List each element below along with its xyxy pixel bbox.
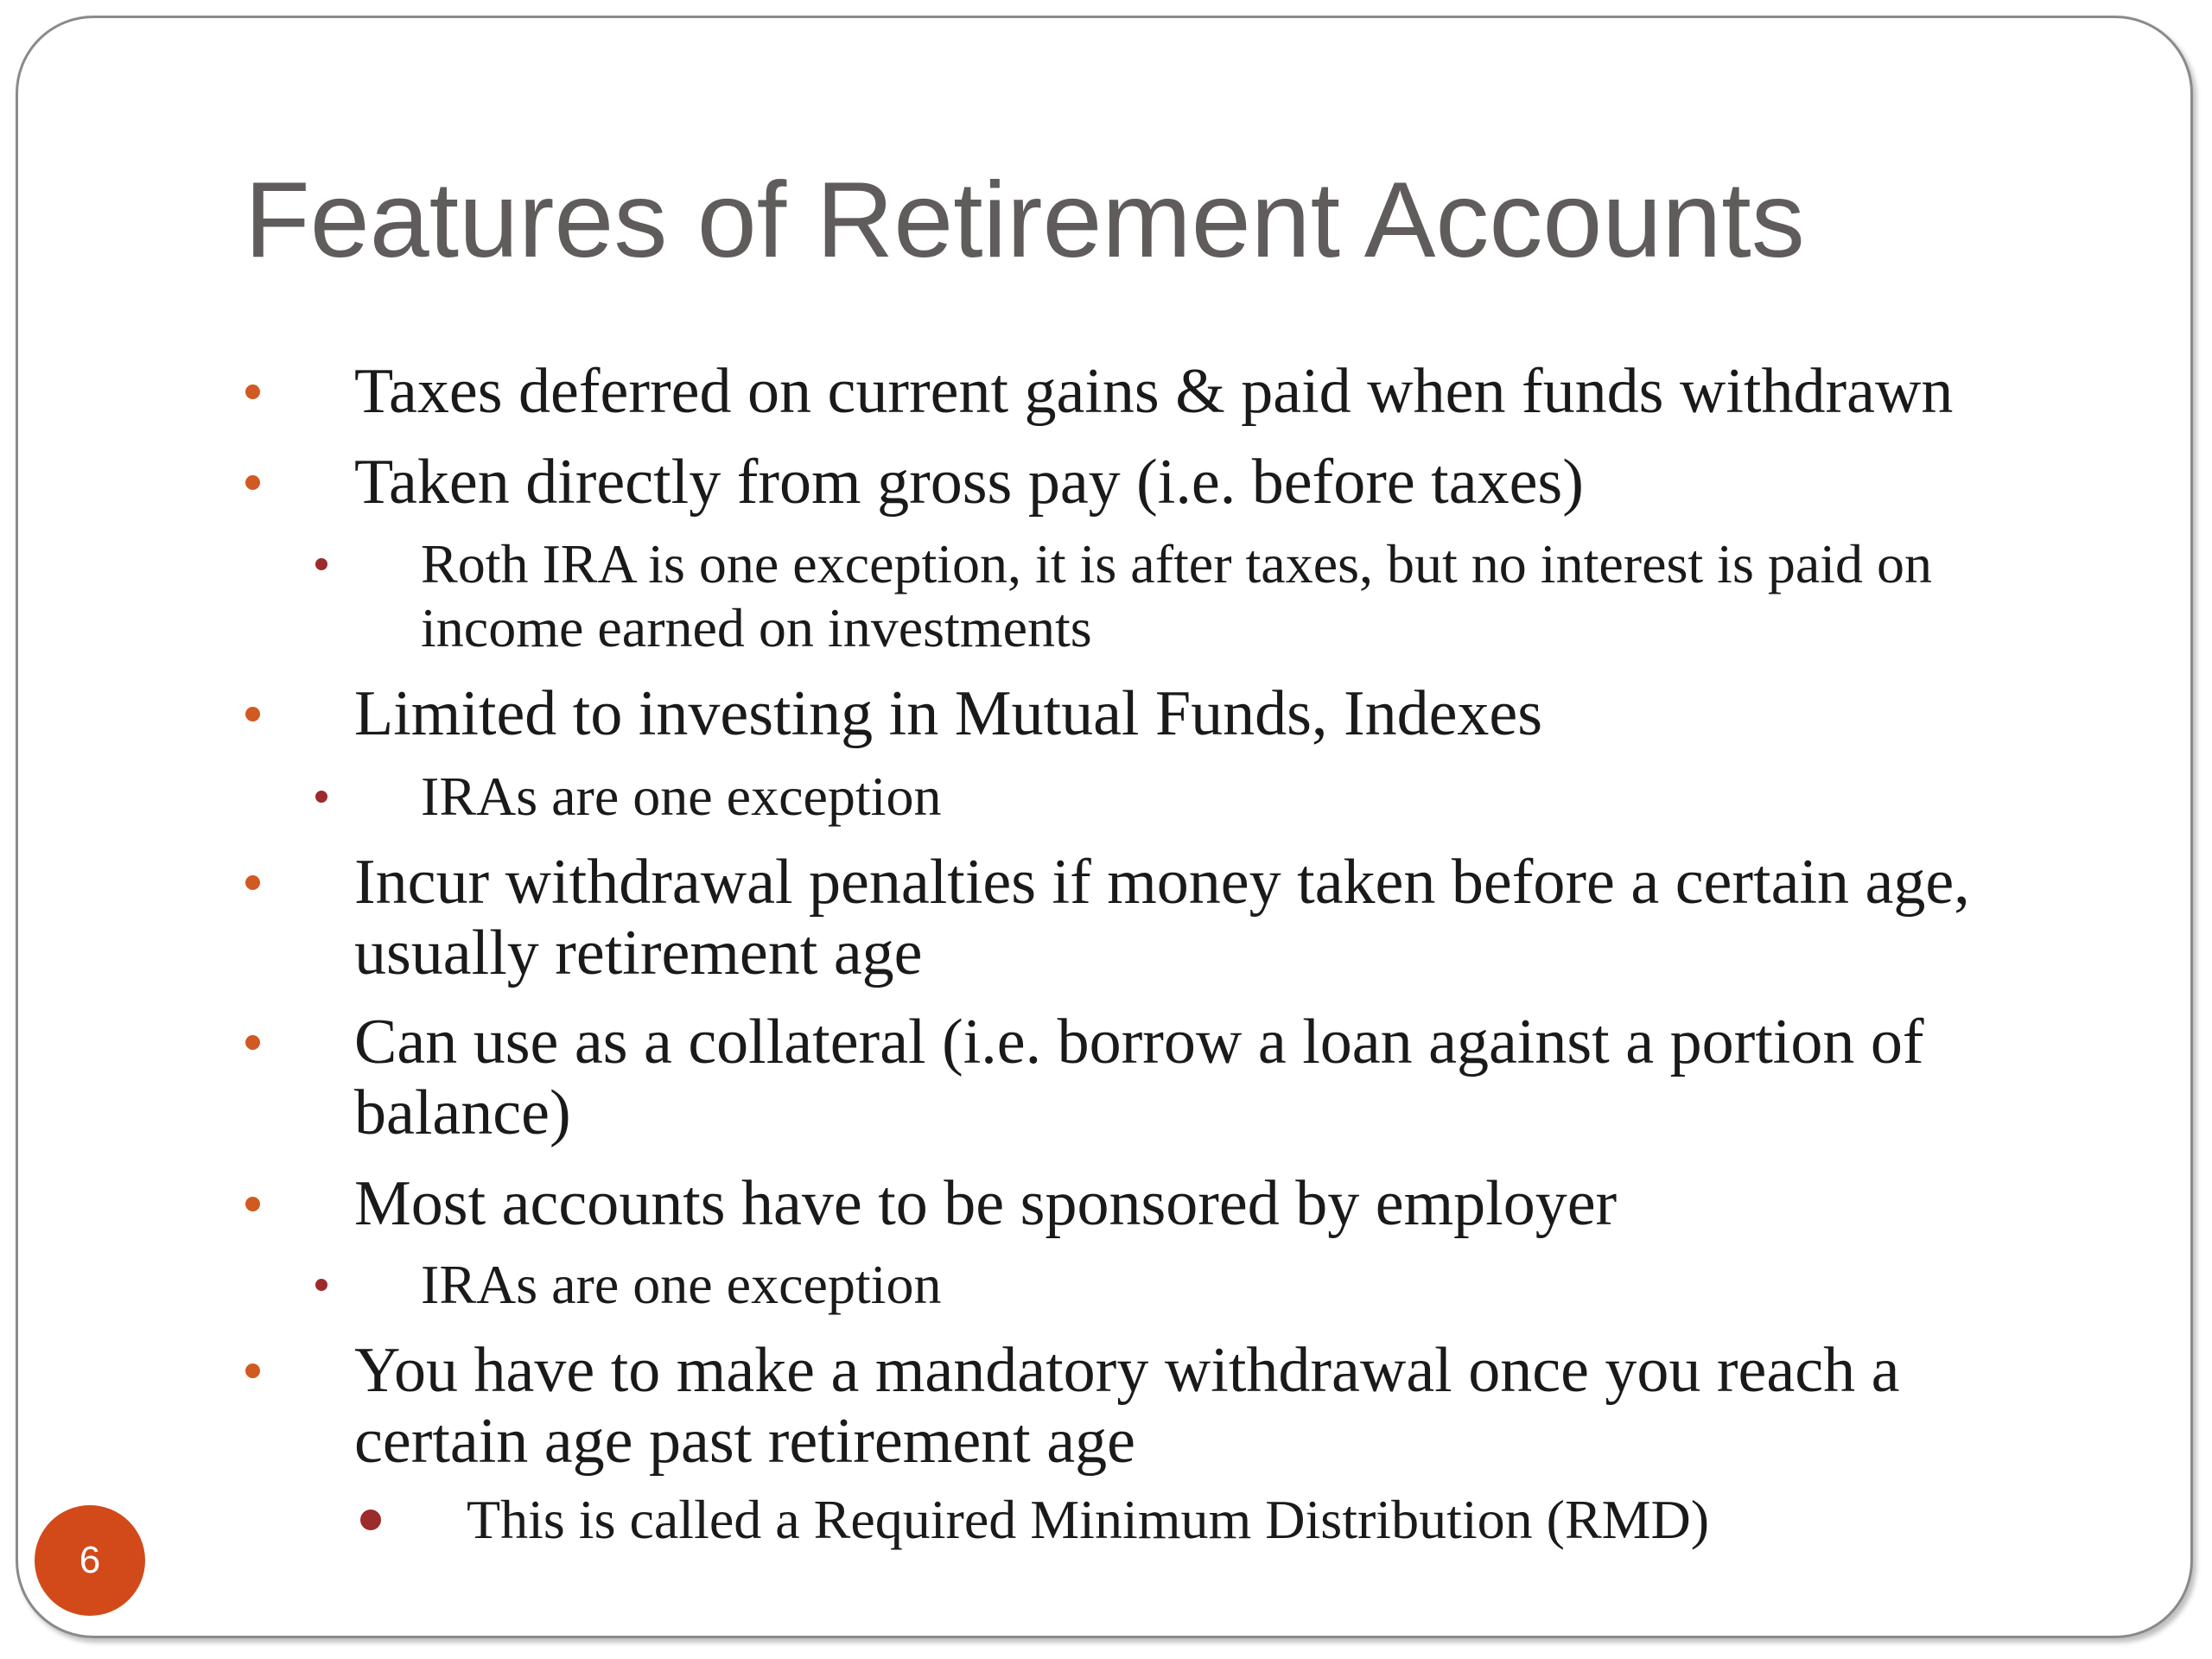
sub-bullet-item: [421, 765, 2045, 829]
bullet-item: [354, 356, 2065, 427]
bullet-text: Incur withdrawal penalties if money taken before a certain age, usually retirement age: [354, 847, 1970, 988]
bullet-item: [354, 847, 2065, 988]
bullet-text: You have to make a mandatory withdrawal once you reach a certain age past retirement age: [354, 1335, 1900, 1477]
slide-number-badge: [35, 1505, 145, 1616]
bullet-text: Limited to investing in Mutual Funds, Indexes: [354, 678, 1543, 749]
sub-sub-bullet-item: [467, 1488, 2022, 1552]
sub-bullet-dot-icon: [315, 791, 327, 803]
bullet-dot-icon: [245, 1035, 260, 1050]
bullet-text: Taxes deferred on current gains & paid when funds withdrawn: [354, 356, 1954, 427]
sub-bullet-dot-icon: [360, 1510, 381, 1530]
sub-bullet-dot-icon: [315, 558, 327, 570]
sub-bullet-item: [421, 1253, 2045, 1317]
bullet-text: This is called a Required Minimum Distribution (RMD): [467, 1489, 1710, 1550]
bullet-dot-icon: [245, 707, 260, 721]
bullet-text: IRAs are one exception: [421, 766, 942, 827]
bullet-text: Roth IRA is one exception, it is after taxes, but no interest is paid on income earned on investments: [421, 533, 1933, 658]
sub-bullet-dot-icon: [315, 1279, 327, 1291]
bullet-dot-icon: [245, 875, 260, 890]
bullet-item: [354, 447, 2065, 518]
sub-bullet-item: [421, 532, 2045, 660]
slide-title: Features of Retirement Accounts: [245, 161, 1805, 280]
bullet-item: [354, 1007, 2065, 1148]
bullet-text: Taken directly from gross pay (i.e. before taxes): [354, 447, 1584, 518]
bullet-text: Most accounts have to be sponsored by employer: [354, 1168, 1618, 1239]
bullet-item: [354, 1335, 2065, 1477]
bullet-dot-icon: [245, 475, 260, 490]
bullet-item: [354, 678, 2065, 749]
slide-number: 6: [79, 1539, 101, 1581]
bullet-text: IRAs are one exception: [421, 1254, 942, 1315]
bullet-dot-icon: [245, 1197, 260, 1211]
bullet-dot-icon: [245, 1363, 260, 1378]
bullet-item: [354, 1168, 2065, 1239]
bullet-dot-icon: [245, 385, 260, 399]
bullet-text: Can use as a collateral (i.e. borrow a loan against a portion of balance): [354, 1007, 1924, 1148]
